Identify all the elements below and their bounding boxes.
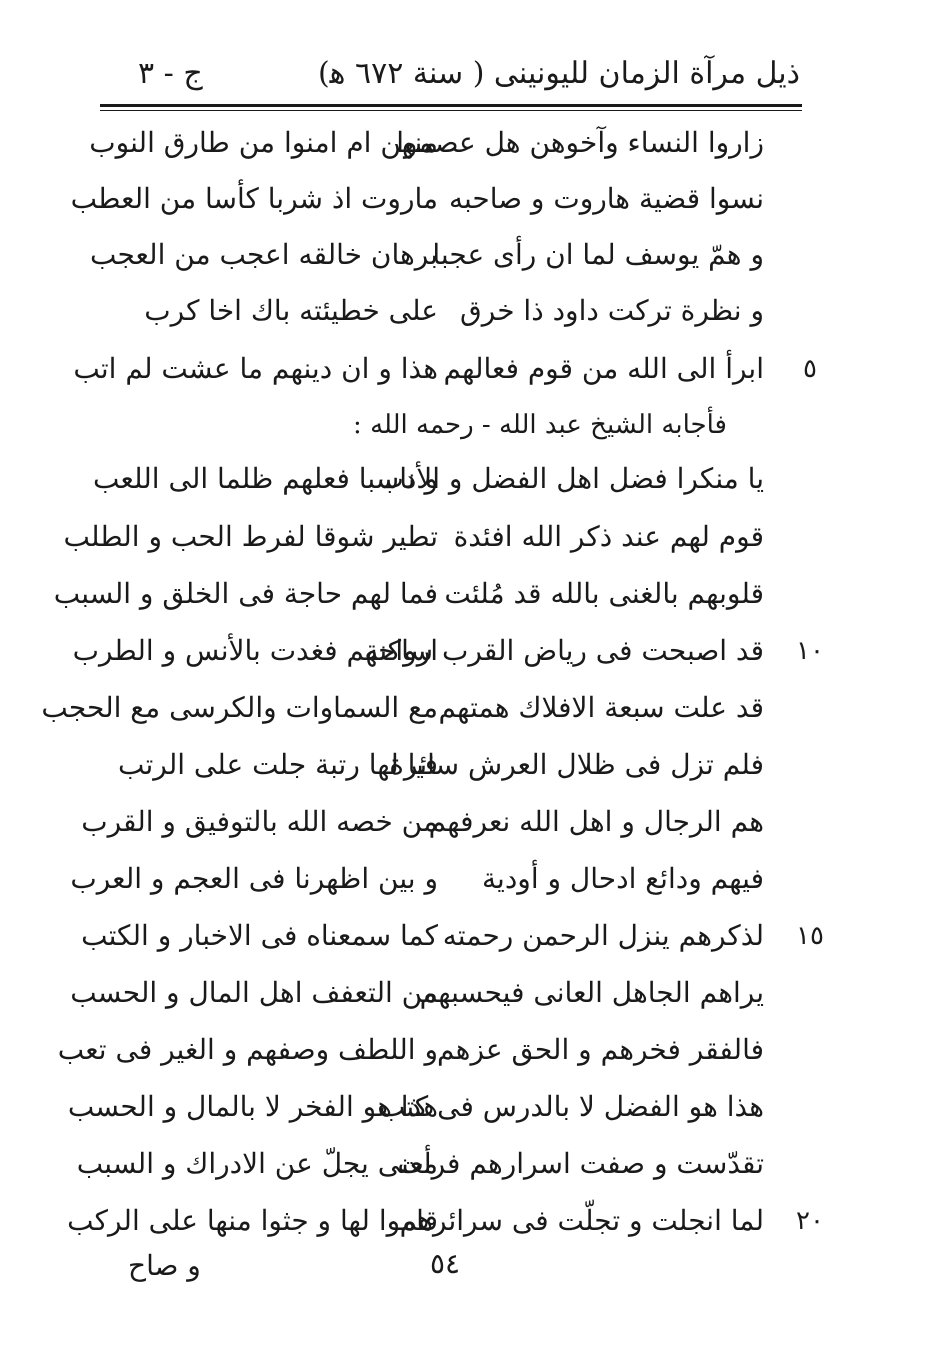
verse-second-hemistich: معنى يجلّ عن الادراك و السبب	[76, 1147, 438, 1180]
verse-line	[0, 622, 950, 680]
verse-line	[0, 964, 950, 1022]
verse-second-hemistich: من خصه الله بالتوفيق و القرب	[81, 805, 438, 838]
verse-first-hemistich: لذكرهم ينزل الرحمن رحمته	[442, 919, 764, 952]
verse-first-hemistich: قد اصبحت فى رياض القرب ساكنة	[364, 634, 764, 667]
catchword: و صاح	[128, 1249, 201, 1282]
verse-line	[0, 1078, 950, 1136]
verse-line	[0, 565, 950, 623]
verse-second-hemistich: هذا و ان دينهم ما عشت لم اتب	[73, 352, 438, 385]
verse-line	[0, 282, 950, 340]
verse-second-hemistich: برهان خالقه اعجب من العجب	[89, 238, 438, 271]
verse-number: ١٥	[796, 921, 824, 951]
verse-line	[0, 340, 950, 398]
header-title: ذيل مرآة الزمان لليونينى ( سنة ٦٧٢ ﻫ)	[317, 56, 800, 91]
verse-first-hemistich: تقدّست و صفت اسرارهم فرأت	[397, 1147, 764, 1180]
verse-line	[0, 1192, 950, 1250]
verse-number: ٢٠	[796, 1206, 824, 1236]
verse-first-hemistich: هذا هو الفضل لا بالدرس فى كتب	[378, 1090, 764, 1123]
verse-line	[0, 1021, 950, 1079]
verse-first-hemistich: فلم تزل فى ظلال العرش سائرة	[389, 748, 764, 781]
verse-second-hemistich: تطير شوقا لفرط الحب و الطلب	[63, 520, 438, 553]
verse-second-hemistich: و بين اظهرنا فى العجم و العرب	[70, 862, 438, 895]
page-number: ٥٤	[429, 1247, 461, 1280]
verse-line	[0, 450, 950, 508]
verse-second-hemistich: و اللطف وصفهم و الغير فى تعب	[57, 1033, 438, 1066]
verse-line	[0, 679, 950, 737]
verse-line	[0, 793, 950, 851]
verse-first-hemistich: يا منكرا فضل اهل الفضل و الأدب	[377, 462, 764, 495]
verse-first-hemistich: قد علت سبعة الافلاك همتهم	[438, 691, 764, 724]
verse-line	[0, 850, 950, 908]
verse-first-hemistich: و نظرة تركت داود ذا خرق	[460, 294, 764, 327]
verse-first-hemistich: لما انجلت و تجلّت فى سرائرهم	[399, 1204, 764, 1237]
verse-first-hemistich: نسوا قضية هاروت و صاحبه	[448, 182, 764, 215]
verse-second-hemistich: و ناسبا فعلهم ظلما الى اللعب	[93, 462, 438, 495]
verse-first-hemistich: قلوبهم بالغنى بالله قد مُلئت	[444, 577, 764, 610]
verse-line	[0, 736, 950, 794]
verse-second-hemistich: على خطيئته باك اخا كرب	[144, 294, 438, 327]
verse-first-hemistich: قوم لهم عند ذكر الله افئدة	[453, 520, 764, 553]
verse-second-hemistich: قاموا لها و جثوا منها على الركب	[67, 1204, 438, 1237]
reply-heading: فأجابه الشيخ عبد الله - رحمه الله :	[353, 410, 727, 440]
verse-second-hemistich: فما لهم حاجة فى الخلق و السبب	[53, 577, 438, 610]
verse-second-hemistich: من التعفف اهل المال و الحسب	[70, 976, 438, 1009]
verse-line	[0, 114, 950, 172]
header-volume: ج - ٣	[138, 56, 203, 91]
verse-line	[0, 226, 950, 284]
verse-number: ١٠	[796, 636, 824, 666]
verse-first-hemistich: فيهم ودائع ادحال و أودية	[482, 862, 764, 895]
verse-second-hemistich: ماروت اذ شربا كأسا من العطب	[70, 182, 438, 215]
verse-first-hemistich: و همّ يوسف لما ان رأى عجبا	[432, 238, 764, 271]
verse-number: ٥	[803, 354, 817, 384]
verse-second-hemistich: هذا هو الفخر لا بالمال و الحسب	[67, 1090, 438, 1123]
verse-second-hemistich: مع السماوات والكرسى مع الحجب	[41, 691, 438, 724]
verse-line	[0, 170, 950, 228]
verse-second-hemistich: منهن ام امنوا من طارق النوب	[89, 126, 438, 159]
verse-first-hemistich: زاروا النساء وآخوهن هل عصموا	[396, 126, 764, 159]
verse-line	[0, 1135, 950, 1193]
verse-first-hemistich: ابرأ الى الله من قوم فعالهم	[443, 352, 764, 385]
verse-second-hemistich: كما سمعناه فى الاخبار و الكتب	[81, 919, 438, 952]
verse-first-hemistich: هم الرجال و اهل الله نعرفهم	[428, 805, 764, 838]
verse-line	[0, 508, 950, 566]
verse-second-hemistich: ارواحهم فغدت بالأنس و الطرب	[72, 634, 438, 667]
verse-first-hemistich: يراهم الجاهل العانى فيحسبهم	[419, 976, 764, 1009]
verse-second-hemistich: فيا لها رتبة جلت على الرتب	[117, 748, 438, 781]
verse-line	[0, 907, 950, 965]
verse-first-hemistich: فالفقر فخرهم و الحق عزهم	[437, 1033, 764, 1066]
